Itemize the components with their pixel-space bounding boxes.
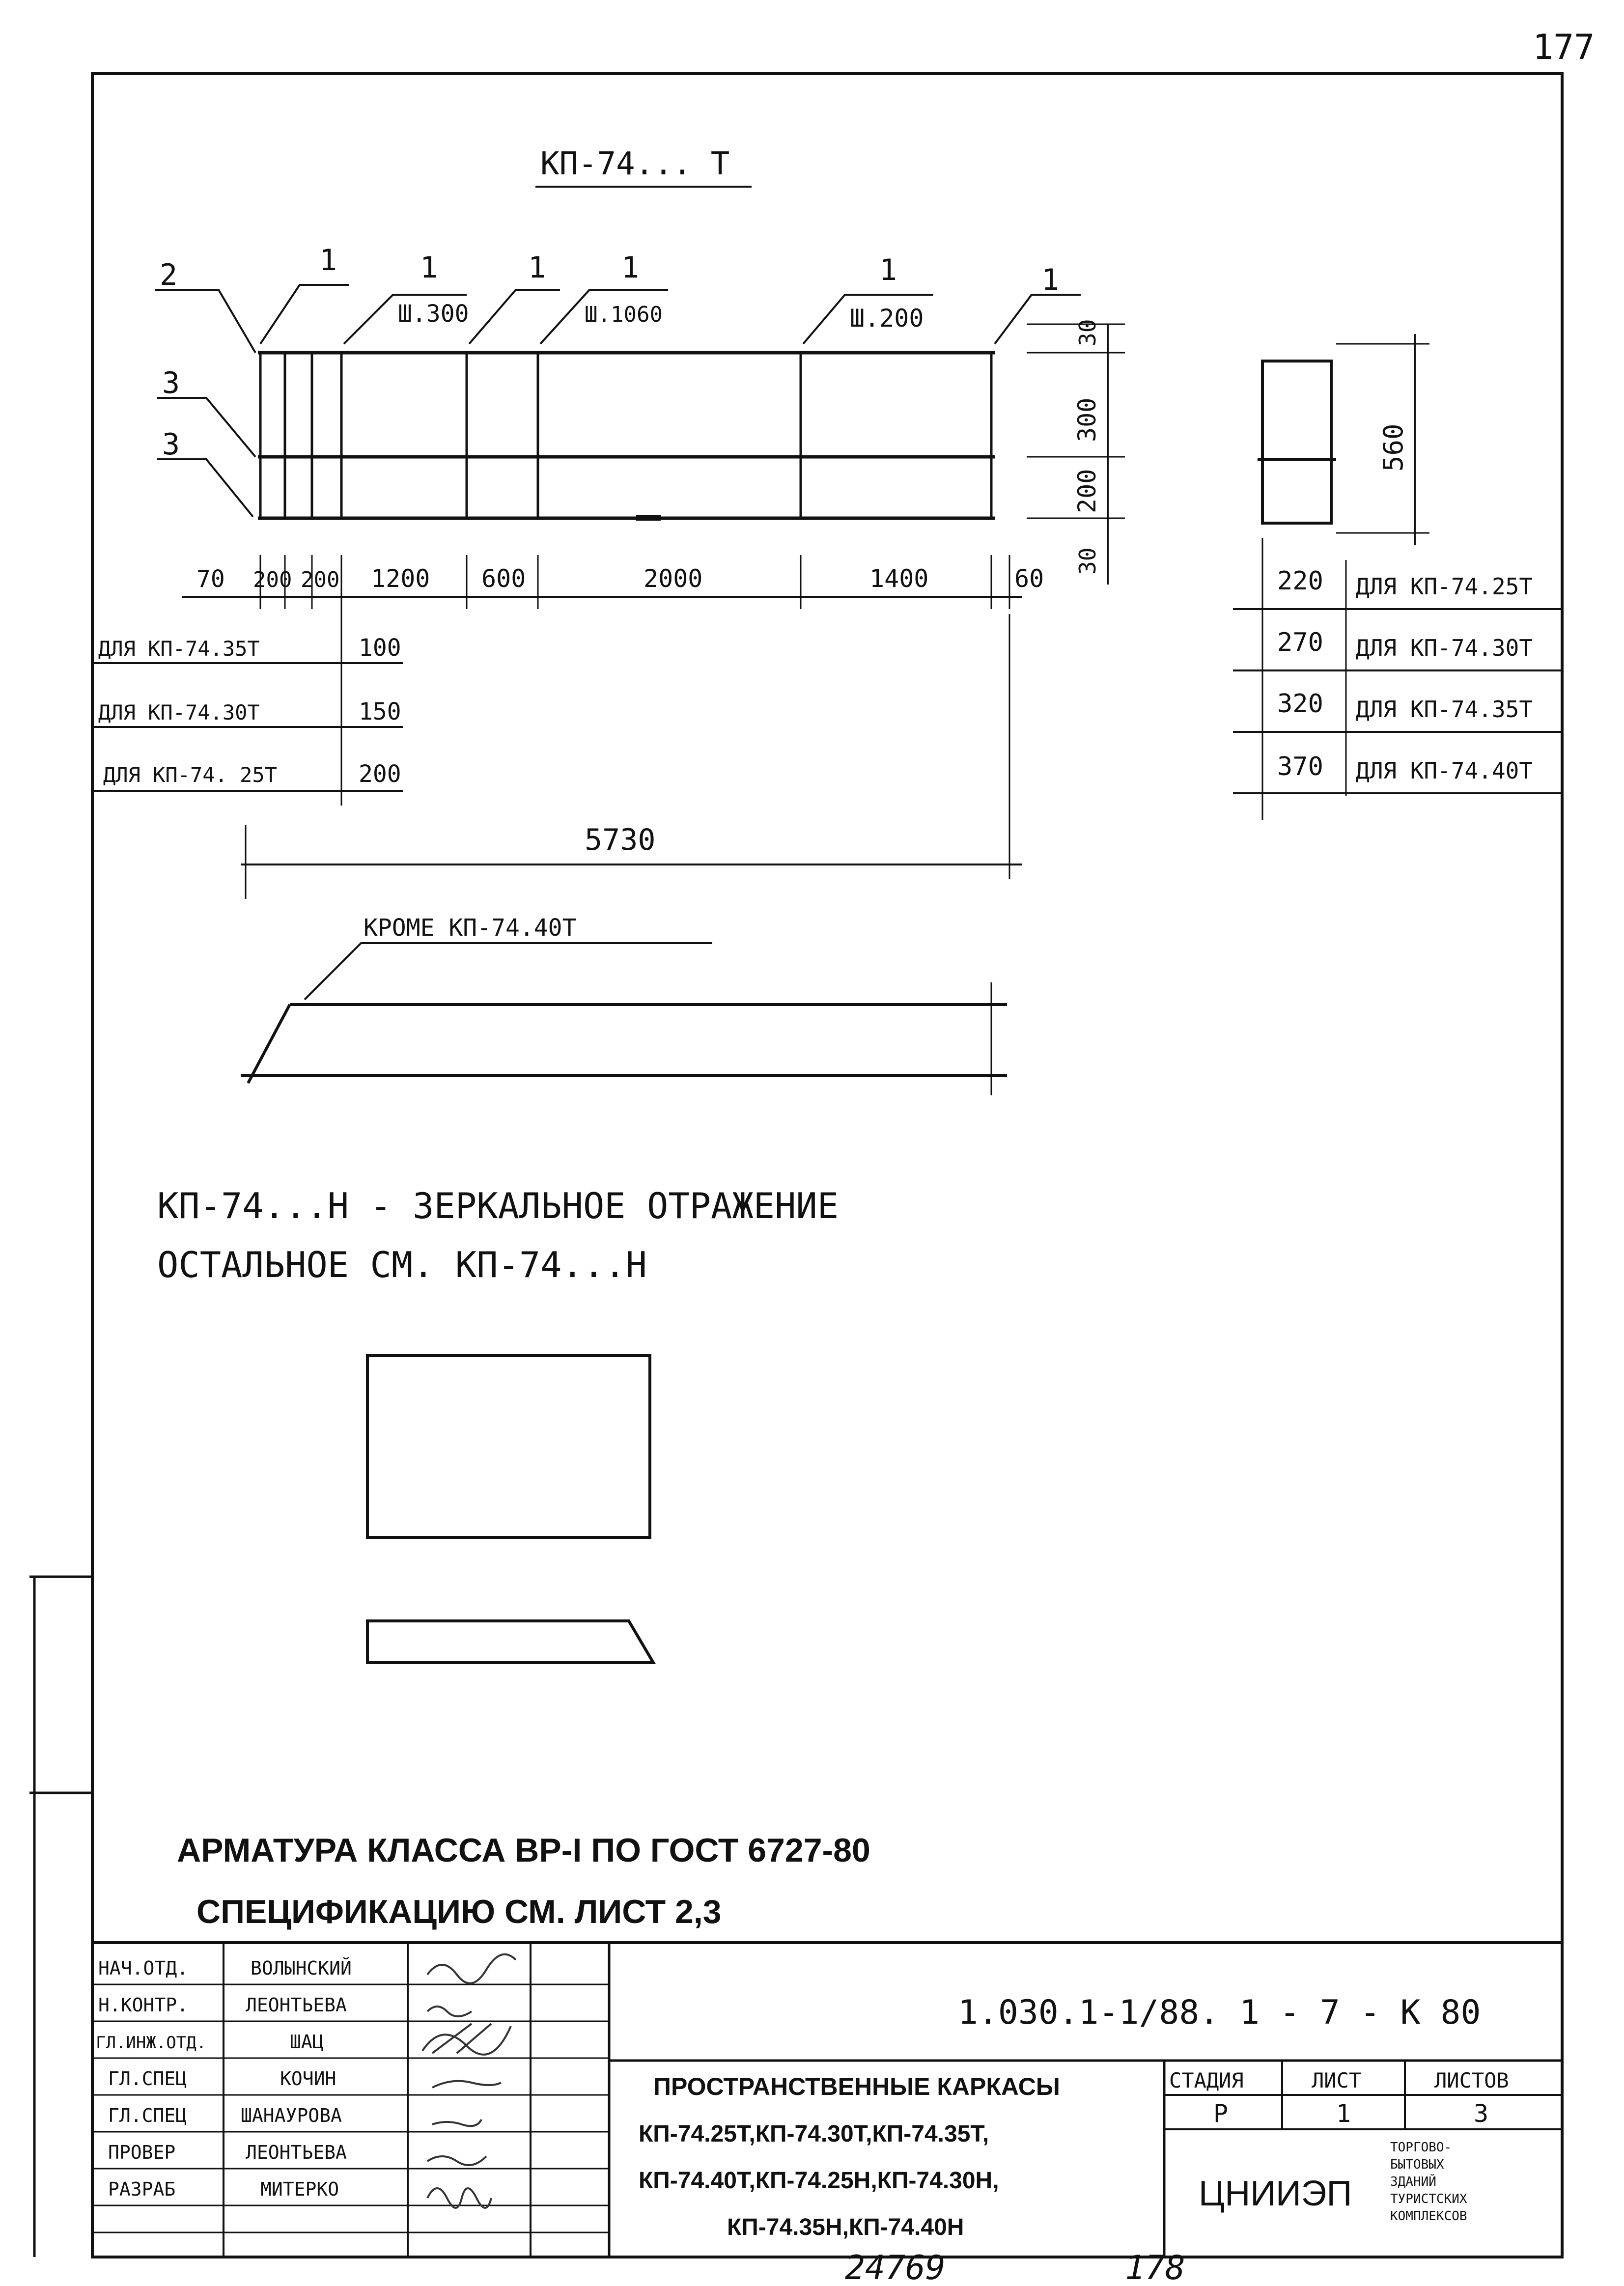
callout-1f: 1 [1041,263,1060,297]
org-sub-3: ТУРИСТСКИХ [1390,2192,1467,2206]
callout-3b: 3 [162,427,180,462]
sig-role-5: ПРОВЕР [108,2142,176,2163]
sig-name-0: ВОЛЫНСКИЙ [251,1957,352,1979]
sig-name-2: ШАЦ [290,2031,324,2053]
page-number-bottom: 24769 [845,2249,946,2286]
left-table-label-2: ДЛЯ КП-74. 25Т [103,763,278,787]
callout-1a: 1 [319,243,337,278]
overall-length: 5730 [585,823,656,857]
callout-1b: 1 [420,251,438,285]
vdim-30-top: 30 [1074,319,1101,346]
drawing-title: КП-74... Т [540,146,730,182]
sig-role-0: НАЧ.ОТД. [98,1957,189,1979]
left-table-label-1: ДЛЯ КП-74.30Т [98,700,260,725]
hdim-200b: 200 [301,567,340,592]
sig-role-4: ГЛ.СПЕЦ [108,2105,187,2126]
stage-value: Р [1213,2099,1229,2128]
org-name: ЦНИИЭП [1199,2174,1352,2213]
sheet-value: 1 [1336,2099,1351,2128]
left-table-value-2: 200 [359,760,401,788]
plan-note: КРОМЕ КП-74.40Т [364,914,577,942]
blank-box [367,1356,650,1537]
stamp-title-0: ПРОСТРАНСТВЕННЫЕ КАРКАСЫ [653,2073,1060,2100]
right-table-label-1: ДЛЯ КП-74.30Т [1356,635,1533,661]
right-table-value-1: 270 [1277,628,1323,657]
signature-scribbles [422,1954,516,2208]
right-table-label-0: ДЛЯ КП-74.25Т [1356,573,1533,600]
left-table-value-0: 100 [359,634,401,662]
hdim-2000: 2000 [644,564,703,593]
sig-name-6: МИТЕРКО [260,2178,339,2200]
note-reinforcement: АРМАТУРА КЛАССА ВР-I ПО ГОСТ 6727-80 [177,1832,870,1869]
vdim-300: 300 [1073,397,1101,442]
org-sub-4: КОМПЛЕКСОВ [1390,2209,1467,2224]
page-number-top: 177 [1533,27,1595,67]
callout-1b-sub: Ш.300 [398,300,469,328]
sig-role-1: Н.КОНТР. [98,1994,189,2016]
right-table-value-2: 320 [1277,689,1323,719]
cage-elevation [258,353,995,521]
hdim-1200: 1200 [371,564,430,593]
callout-1e: 1 [879,253,897,287]
callout-1d: 1 [621,251,640,285]
hdim-60: 60 [1014,564,1044,593]
stage-label: СТАДИЯ [1169,2068,1244,2092]
sig-name-5: ЛЕОНТЬЕВА [246,2142,347,2163]
callout-3a: 3 [162,366,180,400]
callout-1c: 1 [528,251,546,285]
hdim-1400: 1400 [869,564,929,593]
sig-name-3: КОЧИН [280,2068,336,2090]
section-height: 560 [1378,423,1409,472]
blank-trapezoid [367,1621,653,1663]
right-table-value-0: 220 [1277,566,1323,596]
callout-1e-sub: Ш.200 [850,304,924,333]
cage-plan [241,943,1007,1095]
sig-name-4: ШАНАУРОВА [241,2105,342,2126]
hdim-600: 600 [481,564,526,593]
sig-name-1: ЛЕОНТЬЕВА [246,1994,347,2016]
sig-role-3: ГЛ.СПЕЦ [108,2068,187,2090]
org-sub-0: ТОРГОВО- [1390,2140,1452,2155]
vertical-dimension-chain [1027,324,1125,585]
sheets-value: 3 [1474,2099,1489,2128]
right-table-value-3: 370 [1277,752,1323,781]
sheets-label: ЛИСТОВ [1434,2068,1509,2092]
sig-role-2: ГЛ.ИНЖ.ОТД. [96,2033,207,2053]
right-table-label-3: ДЛЯ КП-74.40Т [1356,757,1533,784]
org-sub-2: ЗДАНИЙ [1390,2174,1436,2189]
left-table-label-0: ДЛЯ КП-74.35Т [98,637,260,661]
callout-1d-sub: Ш.1060 [585,302,663,327]
page-number-bottom-2: 178 [1125,2249,1185,2286]
vdim-30-bottom: 30 [1074,547,1101,575]
stamp-title-1: КП-74.25Т,КП-74.30Т,КП-74.35Т, [639,2121,989,2147]
note-mirror: КП-74...Н - ЗЕРКАЛЬНОЕ ОТРАЖЕНИЕ [157,1185,839,1227]
org-sub-1: БЫТОВЫХ [1390,2157,1444,2172]
stamp-title-3: КП-74.35Н,КП-74.40Н [727,2214,964,2240]
hdim-200a: 200 [253,567,292,592]
left-table-value-1: 150 [359,698,401,725]
right-table-label-2: ДЛЯ КП-74.35Т [1356,696,1533,723]
callout-2: 2 [160,258,178,292]
sig-role-6: РАЗРАБ [108,2178,176,2200]
sheet-label: ЛИСТ [1312,2068,1362,2092]
doc-code: 1.030.1-1/88. 1 - 7 - К 80 [958,1993,1481,2032]
hdim-70: 70 [196,565,225,593]
vdim-200: 200 [1073,469,1101,513]
note-spec: СПЕЦИФИКАЦИЮ СМ. ЛИСТ 2,3 [196,1893,722,1930]
stamp-title-2: КП-74.40Т,КП-74.25Н,КП-74.30Н, [639,2168,999,2194]
note-rest: ОСТАЛЬНОЕ СМ. КП-74...Н [157,1244,647,1285]
